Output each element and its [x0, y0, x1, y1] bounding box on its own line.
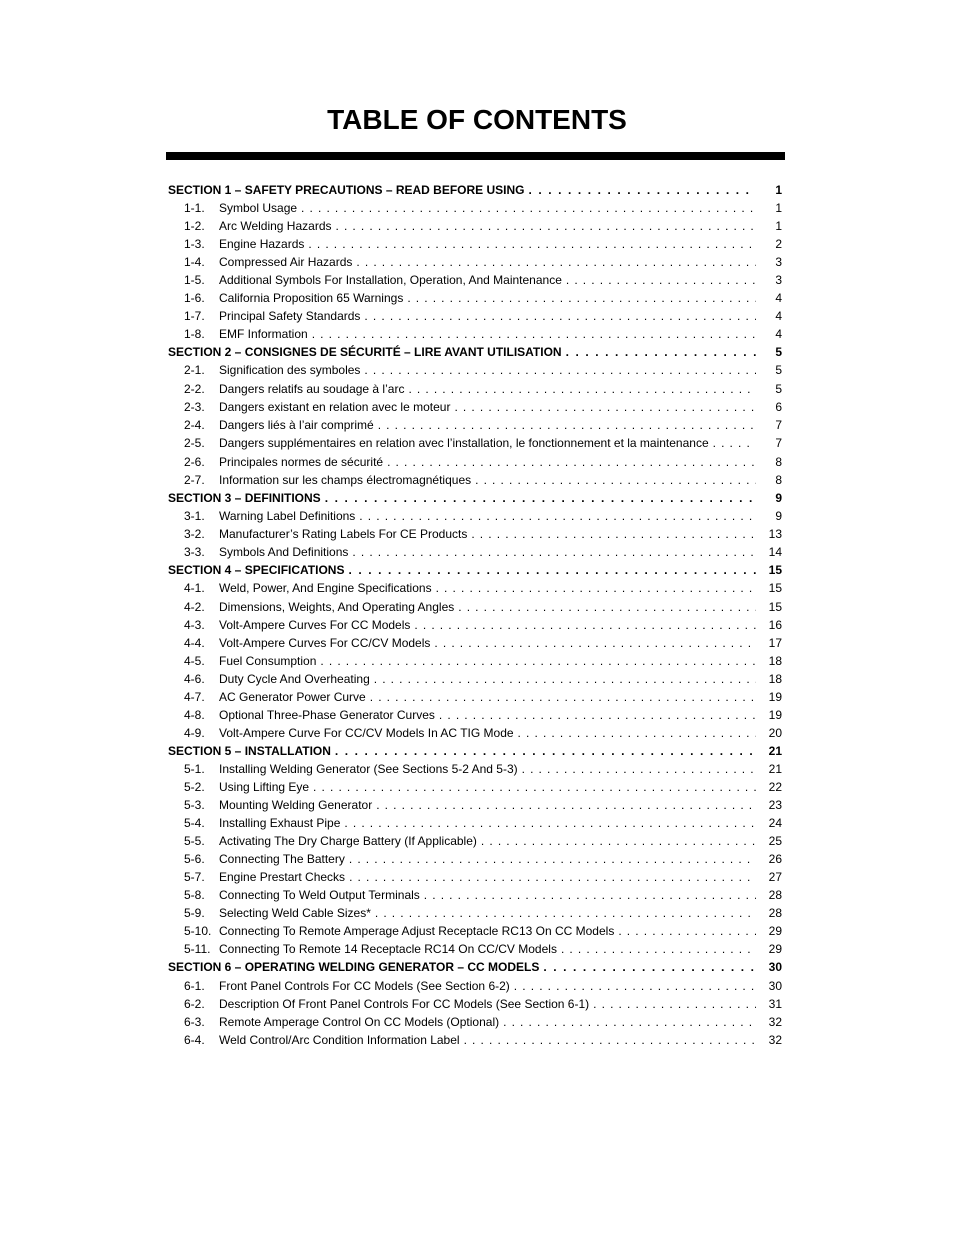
dot-leader [387, 453, 756, 471]
dot-leader [374, 670, 756, 688]
dot-leader [408, 380, 756, 398]
toc-page-number: 29 [768, 942, 782, 957]
toc-page-number: 32 [768, 1014, 782, 1029]
toc-entry-title: Remote Amperage Control On CC Models (Optional) [219, 1014, 500, 1029]
toc-entry-number: 5-3. [184, 798, 205, 813]
toc-page-number: 1 [775, 219, 782, 234]
toc-entry-number: 1-4. [184, 255, 205, 270]
toc-page-number: 32 [768, 1032, 782, 1047]
table-of-contents [168, 181, 782, 1049]
dot-leader [375, 904, 756, 922]
toc-page-number: 9 [775, 491, 782, 506]
toc-entry-row[interactable] [168, 832, 782, 850]
dot-leader [439, 706, 756, 724]
dot-leader [471, 525, 756, 543]
toc-entry-number: 1-6. [184, 291, 205, 306]
toc-section-row[interactable] [168, 343, 782, 361]
dot-leader [434, 634, 756, 652]
toc-entry-number: 2-7. [184, 473, 205, 488]
toc-page-number: 25 [768, 834, 782, 849]
toc-page-number: 4 [775, 291, 782, 306]
toc-entry-number: 2-2. [184, 381, 205, 396]
toc-entry-number: 2-1. [184, 363, 205, 378]
dot-leader [561, 940, 756, 958]
dot-leader [349, 868, 756, 886]
toc-entry-number: 4-8. [184, 707, 205, 722]
toc-page-number: 8 [775, 455, 782, 470]
toc-page-number: 21 [768, 761, 782, 776]
toc-entry-row[interactable] [168, 977, 782, 995]
dot-leader [522, 760, 756, 778]
toc-entry-number: 1-8. [184, 327, 205, 342]
toc-page-number: 1 [775, 183, 782, 197]
dot-leader [320, 652, 756, 670]
toc-entry-row[interactable] [168, 579, 782, 597]
dot-leader [593, 995, 756, 1013]
toc-entry-number: 4-2. [184, 599, 205, 614]
toc-entry-number: 6-1. [184, 978, 205, 993]
dot-leader [464, 1031, 756, 1049]
toc-entry-row[interactable] [168, 616, 782, 634]
title-divider [166, 152, 785, 160]
toc-page-number: 18 [768, 671, 782, 686]
toc-entry-number: 5-2. [184, 780, 205, 794]
toc-entry-row[interactable] [168, 543, 782, 561]
toc-entry-title: Connecting The Battery [219, 852, 345, 867]
toc-page-number: 16 [768, 617, 782, 632]
toc-entry-title: Dangers existant en relation avec le moteur [219, 399, 451, 414]
toc-entry-row[interactable] [168, 706, 782, 724]
toc-entry-number: 5-4. [184, 816, 205, 831]
toc-entry-row[interactable] [168, 995, 782, 1013]
toc-entry-row[interactable] [168, 940, 782, 958]
toc-entry-title: Dimensions, Weights, And Operating Angles [219, 599, 455, 614]
toc-entry-number: 3-2. [184, 527, 205, 542]
toc-entry-row[interactable] [168, 416, 782, 434]
toc-entry-row[interactable] [168, 598, 782, 616]
toc-entry-title: Symbol Usage [219, 201, 298, 216]
toc-page-number: 26 [768, 852, 782, 867]
toc-entry-row[interactable] [168, 289, 782, 307]
toc-entry-row[interactable] [168, 652, 782, 670]
dot-leader [301, 199, 756, 217]
dot-leader [566, 271, 756, 289]
toc-entry-number: 5-10. [184, 924, 212, 939]
toc-entry-row[interactable] [168, 453, 782, 471]
dot-leader [344, 814, 756, 832]
toc-entry-row[interactable] [168, 778, 782, 796]
toc-section-title: SECTION 5 – INSTALLATION [168, 743, 331, 758]
toc-page-number: 9 [775, 509, 782, 524]
toc-entry-title: Mounting Welding Generator [219, 798, 373, 813]
toc-page-number: 14 [768, 545, 782, 560]
toc-entry-row[interactable] [168, 398, 782, 416]
toc-page-number: 3 [775, 255, 782, 270]
toc-entry-number: 4-3. [184, 617, 205, 632]
dot-leader [424, 886, 756, 904]
dot-leader [518, 724, 756, 742]
dot-leader [313, 778, 756, 796]
toc-page-number: 7 [775, 417, 782, 432]
toc-entry-row[interactable] [168, 525, 782, 543]
toc-entry-number: 5-9. [184, 906, 205, 921]
dot-leader [529, 181, 756, 199]
toc-section-title: SECTION 6 – OPERATING WELDING GENERATOR – CC MODELS [168, 960, 540, 975]
toc-page-number: 19 [768, 689, 782, 704]
dot-leader [312, 325, 756, 343]
toc-page-number: 28 [768, 906, 782, 921]
toc-entry-title: Dangers liés à l’air comprimé [219, 417, 374, 432]
toc-entry-number: 1-1. [184, 201, 205, 216]
dot-leader [376, 796, 756, 814]
dot-leader [325, 489, 756, 507]
toc-entry-title: Volt-Ampere Curves For CC Models [219, 617, 411, 632]
toc-entry-row[interactable] [168, 634, 782, 652]
toc-entry-title: Connecting To Weld Output Terminals [219, 888, 420, 903]
toc-section-row[interactable] [168, 489, 782, 507]
toc-entry-row[interactable] [168, 850, 782, 868]
toc-entry-title: Information sur les champs électromagnétiques [219, 473, 472, 488]
toc-entry-title: Connecting To Remote 14 Receptacle RC14 On CC/CV Models [219, 942, 557, 957]
dot-leader [514, 977, 756, 995]
toc-page-number: 23 [768, 798, 782, 813]
toc-entry-title: Activating The Dry Charge Battery (If Applicable) [219, 834, 477, 849]
toc-page-number: 31 [768, 996, 782, 1011]
toc-entry-number: 6-4. [184, 1032, 205, 1047]
toc-section-title: SECTION 3 – DEFINITIONS [168, 491, 321, 506]
toc-entry-row[interactable] [168, 325, 782, 343]
toc-entry-row[interactable] [168, 760, 782, 778]
toc-entry-title: Compressed Air Hazards [219, 255, 353, 270]
dot-leader [458, 598, 756, 616]
toc-entry-number: 3-1. [184, 509, 205, 524]
toc-entry-number: 5-7. [184, 870, 205, 885]
toc-entry-row[interactable] [168, 434, 782, 454]
dot-leader [414, 616, 756, 634]
toc-entry-title: Duty Cycle And Overheating [219, 671, 370, 686]
toc-page-number: 4 [775, 327, 782, 342]
toc-page-number: 5 [775, 345, 782, 360]
toc-entry-row[interactable] [168, 670, 782, 688]
toc-page-number: 1 [775, 201, 782, 216]
toc-entry-title: Warning Label Definitions [219, 509, 356, 524]
toc-entry-number: 5-8. [184, 888, 205, 903]
dot-leader [454, 398, 756, 416]
dot-leader [349, 850, 756, 868]
toc-page-number: 29 [768, 924, 782, 939]
dot-leader [308, 235, 756, 253]
toc-entry-row[interactable] [168, 688, 782, 706]
toc-page-number: 8 [775, 473, 782, 488]
toc-page-number: 21 [768, 743, 782, 758]
toc-entry-title: AC Generator Power Curve [219, 689, 366, 704]
toc-page-number: 30 [768, 978, 782, 993]
toc-entry-number: 2-6. [184, 455, 205, 470]
toc-entry-title: Engine Hazards [219, 237, 305, 252]
dot-leader [352, 543, 756, 561]
dot-leader [359, 507, 756, 525]
toc-entry-title: Arc Welding Hazards [219, 219, 332, 234]
toc-page-number: 4 [775, 309, 782, 324]
toc-section-title: SECTION 4 – SPECIFICATIONS [168, 563, 345, 578]
toc-entry-number: 4-9. [184, 725, 205, 740]
toc-entry-row[interactable] [168, 904, 782, 922]
toc-entry-row[interactable] [168, 380, 782, 398]
toc-page-number: 3 [775, 273, 782, 288]
toc-entry-row[interactable] [168, 217, 782, 235]
dot-leader [348, 561, 756, 579]
toc-page-number: 5 [775, 381, 782, 396]
toc-section-row[interactable] [168, 561, 782, 579]
toc-section-row[interactable] [168, 742, 782, 760]
dot-leader [436, 579, 756, 597]
dot-leader [364, 307, 756, 325]
toc-page-number: 24 [768, 816, 782, 831]
toc-entry-title: Using Lifting Eye [219, 780, 310, 794]
toc-entry-title: Volt-Ampere Curve For CC/CV Models In AC TIG Mode [219, 725, 514, 740]
toc-entry-title: Installing Welding Generator (See Sections 5-2 And 5-3) [219, 761, 518, 776]
toc-page-number: 19 [768, 707, 782, 722]
toc-entry-number: 2-4. [184, 417, 205, 432]
toc-entry-number: 3-3. [184, 545, 205, 560]
toc-entry-number: 1-3. [184, 237, 205, 252]
toc-entry-row[interactable] [168, 724, 782, 742]
toc-entry-title: Installing Exhaust Pipe [219, 816, 341, 831]
toc-page-number: 15 [768, 581, 782, 596]
toc-page-number: 2 [775, 237, 782, 252]
toc-entry-row[interactable] [168, 471, 782, 489]
toc-entry-row[interactable] [168, 507, 782, 525]
toc-entry-title: Symbols And Definitions [219, 545, 349, 560]
toc-entry-title: Weld, Power, And Engine Specifications [219, 581, 432, 596]
toc-page-number: 7 [775, 435, 782, 450]
toc-page-number: 20 [768, 725, 782, 740]
toc-entry-title: Engine Prestart Checks [219, 870, 346, 885]
toc-entry-row[interactable] [168, 235, 782, 253]
toc-page-number: 17 [768, 635, 782, 650]
toc-entry-number: 2-3. [184, 399, 205, 414]
toc-entry-row[interactable] [168, 922, 782, 940]
toc-entry-row[interactable] [168, 361, 782, 379]
toc-entry-number: 1-5. [184, 273, 205, 288]
dot-leader [364, 361, 756, 379]
dot-leader [407, 289, 756, 307]
toc-page-number: 27 [768, 870, 782, 885]
dot-leader [481, 832, 756, 850]
toc-entry-number: 6-2. [184, 996, 205, 1011]
toc-entry-title: Weld Control/Arc Condition Information Label [219, 1032, 460, 1047]
toc-entry-title: Fuel Consumption [219, 653, 317, 668]
toc-page-number: 5 [775, 363, 782, 378]
toc-page-number: 30 [768, 960, 782, 975]
toc-page-number: 15 [768, 563, 782, 578]
toc-entry-number: 5-5. [184, 834, 205, 849]
dot-leader [503, 1013, 756, 1031]
toc-page-number: 28 [768, 888, 782, 903]
dot-leader [378, 416, 756, 434]
toc-entry-row[interactable] [168, 796, 782, 814]
toc-entry-title: Principal Safety Standards [219, 309, 361, 324]
dot-leader [370, 688, 756, 706]
toc-page-number: 15 [768, 599, 782, 614]
toc-entry-number: 5-6. [184, 852, 205, 867]
toc-entry-number: 6-3. [184, 1014, 205, 1029]
toc-section-title: SECTION 2 – CONSIGNES DE SÉCURITÉ – LIRE AVANT UTILISATION [168, 345, 562, 360]
toc-entry-row[interactable] [168, 199, 782, 217]
toc-page-number: 22 [768, 780, 782, 794]
toc-page-number: 6 [775, 399, 782, 414]
toc-entry-title: Principales normes de sécurité [219, 455, 384, 470]
toc-entry-row[interactable] [168, 814, 782, 832]
toc-entry-row[interactable] [168, 307, 782, 325]
toc-entry-number: 4-5. [184, 653, 205, 668]
toc-entry-title: Manufacturer’s Rating Labels For CE Products [219, 527, 468, 542]
toc-entry-title: Volt-Ampere Curves For CC/CV Models [219, 635, 431, 650]
toc-entry-number: 4-7. [184, 689, 205, 704]
toc-section-title: SECTION 1 – SAFETY PRECAUTIONS – READ BEFORE USING [168, 183, 525, 197]
toc-entry-title: Description Of Front Panel Controls For CC Models (See Section 6-1) [219, 996, 590, 1011]
toc-section-row[interactable] [168, 181, 782, 199]
toc-entry-number: 5-1. [184, 761, 205, 776]
toc-entry-title: Dangers relatifs au soudage à l’arc [219, 381, 405, 396]
dot-leader [713, 434, 756, 452]
toc-entry-row[interactable] [168, 868, 782, 886]
dot-leader [618, 922, 756, 940]
toc-entry-title: Dangers supplémentaires en relation avec l’installation, le fonctionnement et la maintenance [219, 435, 709, 450]
dot-leader [356, 253, 756, 271]
dot-leader [475, 471, 756, 489]
toc-entry-number: 1-2. [184, 219, 205, 234]
dot-leader [566, 343, 756, 361]
toc-entry-row[interactable] [168, 253, 782, 271]
toc-entry-row[interactable] [168, 886, 782, 904]
toc-page-number: 13 [768, 527, 782, 542]
toc-entry-title: EMF Information [219, 327, 308, 342]
toc-entry-title: Connecting To Remote Amperage Adjust Receptacle RC13 On CC Models [219, 924, 615, 939]
toc-entry-row[interactable] [168, 1013, 782, 1031]
toc-entry-row[interactable] [168, 271, 782, 289]
toc-entry-number: 2-5. [184, 435, 205, 450]
toc-entry-number: 1-7. [184, 309, 205, 324]
toc-entry-title: Additional Symbols For Installation, Operation, And Maintenance [219, 273, 562, 288]
toc-entry-title: Optional Three-Phase Generator Curves [219, 707, 435, 722]
toc-entry-number: 4-4. [184, 635, 205, 650]
toc-entry-title: California Proposition 65 Warnings [219, 291, 404, 306]
toc-entry-title: Front Panel Controls For CC Models (See Section 6-2) [219, 978, 510, 993]
dot-leader [336, 217, 757, 235]
toc-entry-title: Signification des symboles [219, 363, 361, 378]
dot-leader [335, 742, 756, 760]
toc-entry-number: 4-1. [184, 581, 205, 596]
toc-section-row[interactable] [168, 958, 782, 976]
toc-page-number: 18 [768, 653, 782, 668]
page-title: TABLE OF CONTENTS [327, 104, 627, 135]
toc-entry-number: 5-11. [184, 942, 211, 957]
toc-entry-number: 4-6. [184, 671, 205, 686]
toc-entry-title: Selecting Weld Cable Sizes* [219, 906, 371, 921]
toc-entry-row[interactable] [168, 1031, 782, 1049]
dot-leader [543, 958, 756, 976]
